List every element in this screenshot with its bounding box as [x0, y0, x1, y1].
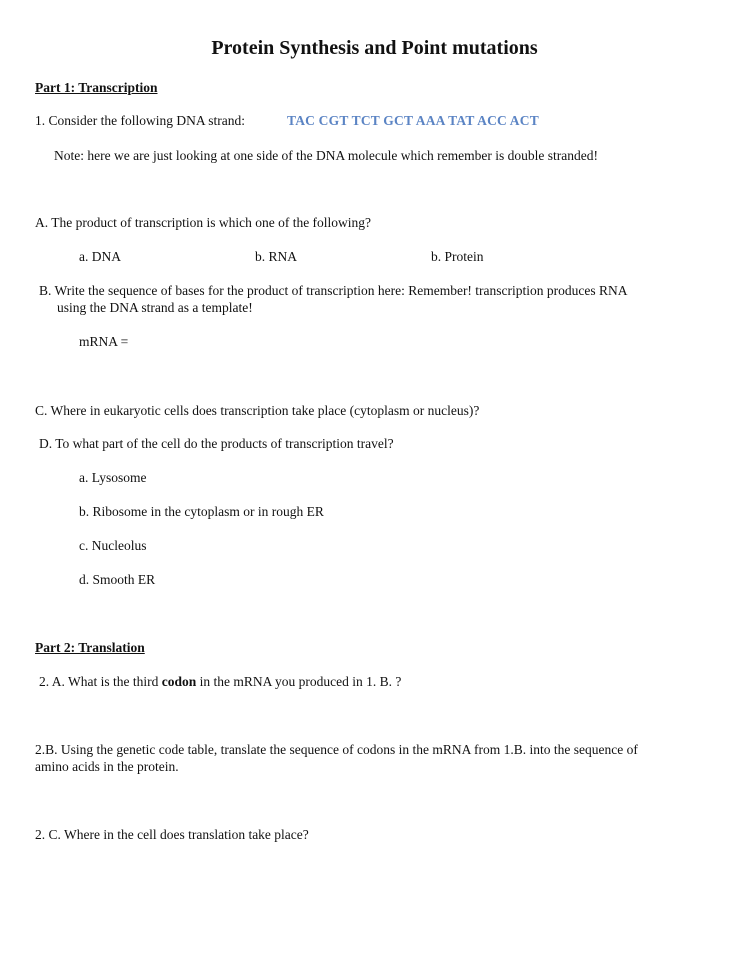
question-2a [39, 674, 401, 690]
mrna-label: mRNA = [79, 334, 129, 349]
question-1-prefix: 1. Consider the following DNA strand: [35, 113, 245, 128]
question-2b-line2: amino acids in the protein. [35, 759, 179, 774]
question-1b-line1: B. Write the sequence of bases for the product of transcription here: Remember! transcription produces RNA [39, 283, 628, 298]
option-lysosome: a. Lysosome [79, 470, 147, 485]
option-smooth-er: d. Smooth ER [79, 572, 156, 587]
option-ribosome: b. Ribosome in the cytoplasm or in rough ER [79, 504, 324, 519]
option-nucleolus: c. Nucleolus [79, 538, 147, 553]
question-2a-prefix: 2. A. What is the third [39, 674, 159, 689]
note-text: Note: here we are just looking at one side of the DNA molecule which remember is double stranded! [54, 148, 598, 163]
question-1a: A. The product of transcription is which one of the following? [35, 215, 372, 230]
question-2b-line1: 2.B. Using the genetic code table, translate the sequence of codons in the mRNA from 1.B. into the sequence of [35, 742, 638, 757]
question-2c: 2. C. Where in the cell does translation take place? [35, 827, 309, 842]
part2-heading: Part 2: Translation [35, 640, 145, 655]
part1-heading: Part 1: Transcription [35, 80, 158, 95]
question-1d: D. To what part of the cell do the products of transcription travel? [39, 436, 394, 451]
option-rna: b. RNA [255, 249, 298, 264]
option-protein: b. Protein [431, 249, 484, 264]
question-1b-line2: using the DNA strand as a template! [57, 300, 253, 315]
question-2a-bold: codon [161, 674, 197, 689]
page-title: Protein Synthesis and Point mutations [211, 37, 538, 59]
question-2a-suffix: in the mRNA you produced in 1. B. ? [199, 674, 402, 689]
question-1c: C. Where in eukaryotic cells does transcription take place (cytoplasm or nucleus)? [35, 403, 480, 418]
option-dna: a. DNA [79, 249, 121, 264]
dna-strand: TAC CGT TCT GCT AAA TAT ACC ACT [287, 113, 539, 128]
